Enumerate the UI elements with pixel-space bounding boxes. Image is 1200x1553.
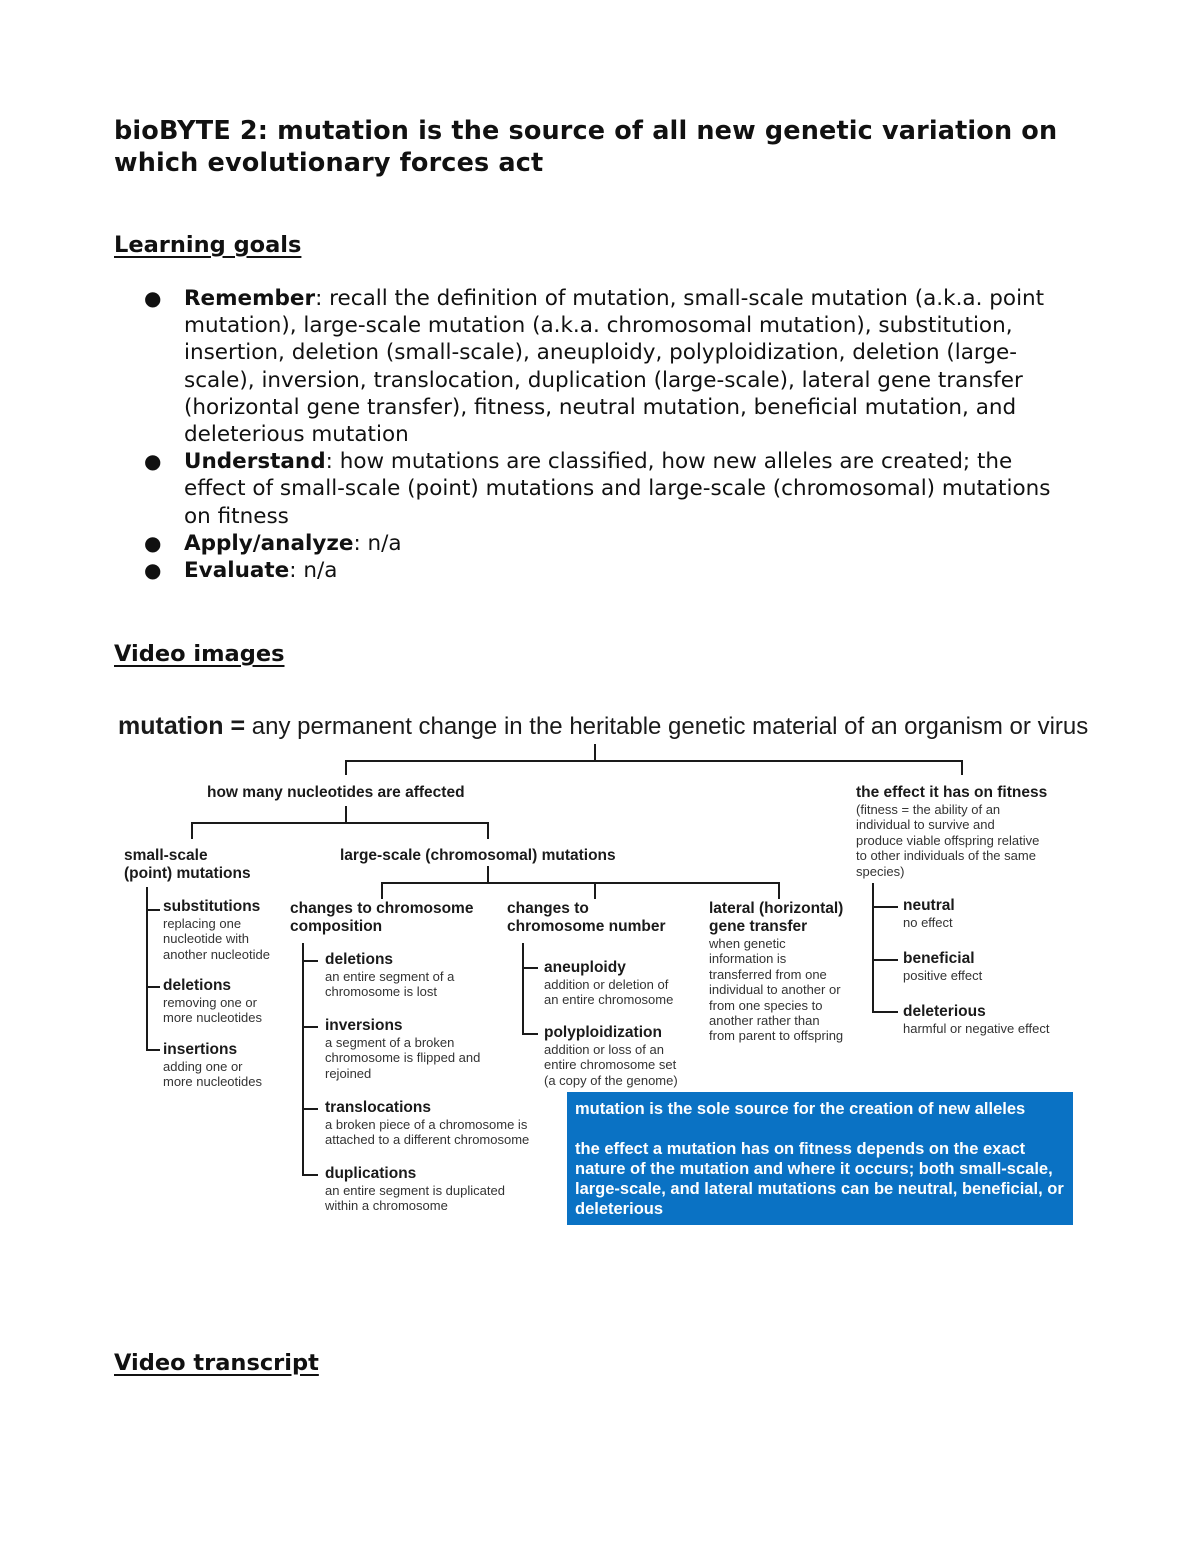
goal-remember xyxy=(114,285,1074,448)
goal-text: : n/a xyxy=(289,558,338,584)
fitness-node: the effect it has on fitness (fitness = the ability of an individual to survive and produce viable offspring relative to other individuals of the same species) xyxy=(856,784,1048,879)
polyploidization-node: polyploidization addition or loss of an entire chromosome set (a copy of the genome) xyxy=(544,1024,678,1088)
number-label: changes to chromosome number xyxy=(507,900,666,935)
diagram-title: mutation = any permanent change in the heritable genetic material of an organism or virus xyxy=(118,712,1089,740)
small-deletions-node: deletions removing one or more nucleotides xyxy=(163,977,262,1026)
bullet-icon: ● xyxy=(144,449,162,474)
bullet-icon: ● xyxy=(144,286,162,310)
aneuploidy-node: aneuploidy addition or deletion of an entire chromosome xyxy=(544,959,674,1008)
duplications-node: duplications an entire segment is duplicated within a chromosome xyxy=(325,1165,505,1214)
callout-line-2: the effect a mutation has on fitness depends on the exact nature of the mutation and where it occurs; both small-scale, large-scale, and lateral mutations can be neutral, beneficial, or deleterious xyxy=(575,1140,1064,1218)
goal-understand xyxy=(114,448,1074,530)
document-title: bioBYTE 2: mutation is the source of all new genetic variation on which evolutionary forces act xyxy=(114,116,1058,178)
goal-text: : n/a xyxy=(353,530,402,556)
lateral-node: lateral (horizontal) gene transfer when genetic information is transferred from one individual to another or from one species to another rather than from parent to offspring xyxy=(709,900,844,1044)
learning-goals-heading: Learning goals xyxy=(114,232,302,258)
goal-evaluate xyxy=(114,557,1074,584)
callout-line-1: mutation is the sole source for the creation of new alleles xyxy=(575,1100,1026,1118)
bullet-icon: ● xyxy=(144,558,162,583)
translocations-node: translocations a broken piece of a chromosome is attached to a different chromosome xyxy=(325,1099,530,1148)
comp-deletions-node: deletions an entire segment of a chromosome is lost xyxy=(325,951,455,1000)
small-scale-label: small-scale (point) mutations xyxy=(124,847,251,882)
video-transcript-heading: Video transcript xyxy=(114,1350,319,1376)
goal-label: Apply/analyze xyxy=(184,530,354,556)
neutral-node: neutral no effect xyxy=(903,897,955,930)
goal-label: Evaluate xyxy=(184,558,290,584)
callout-box xyxy=(567,1092,1073,1225)
deleterious-node: deleterious harmful or negative effect xyxy=(903,1003,1050,1036)
goal-text: : how mutations are classified, how new alleles are created; the effect of small-scale (point) mutations and large-scale (chromosomal) mutations on fitness xyxy=(184,449,1051,529)
mutation-diagram xyxy=(0,700,1200,1240)
composition-label: changes to chromosome composition xyxy=(290,900,474,935)
bullet-icon: ● xyxy=(144,530,162,555)
goal-apply xyxy=(114,530,1074,557)
inversions-node: inversions a segment of a broken chromosome is flipped and rejoined xyxy=(325,1017,481,1081)
goal-label: Understand xyxy=(184,449,326,475)
goal-label: Remember xyxy=(184,286,316,311)
nucleotides-branch-label: how many nucleotides are affected xyxy=(207,784,465,801)
learning-goals-list xyxy=(114,285,1074,584)
beneficial-node: beneficial positive effect xyxy=(903,950,983,983)
video-images-heading: Video images xyxy=(114,641,285,667)
goal-text: : recall the definition of mutation, small-scale mutation (a.k.a. point mutation), large-scale mutation (a.k.a. chromosomal mutation), substitution, insertion, deletion (small-scale), aneuploidy, polyploidization, deletion (large-scale), inversion, translocation, duplication (large-scale), lateral gene transfer (horizontal gene transfer), fitness, neutral mutation, beneficial mutation, and deleterious mutation xyxy=(184,286,1045,448)
substitutions-node: substitutions replacing one nucleotide with another nucleotide xyxy=(163,898,270,962)
insertions-node: insertions adding one or more nucleotides xyxy=(163,1041,262,1090)
large-scale-label: large-scale (chromosomal) mutations xyxy=(340,847,616,864)
